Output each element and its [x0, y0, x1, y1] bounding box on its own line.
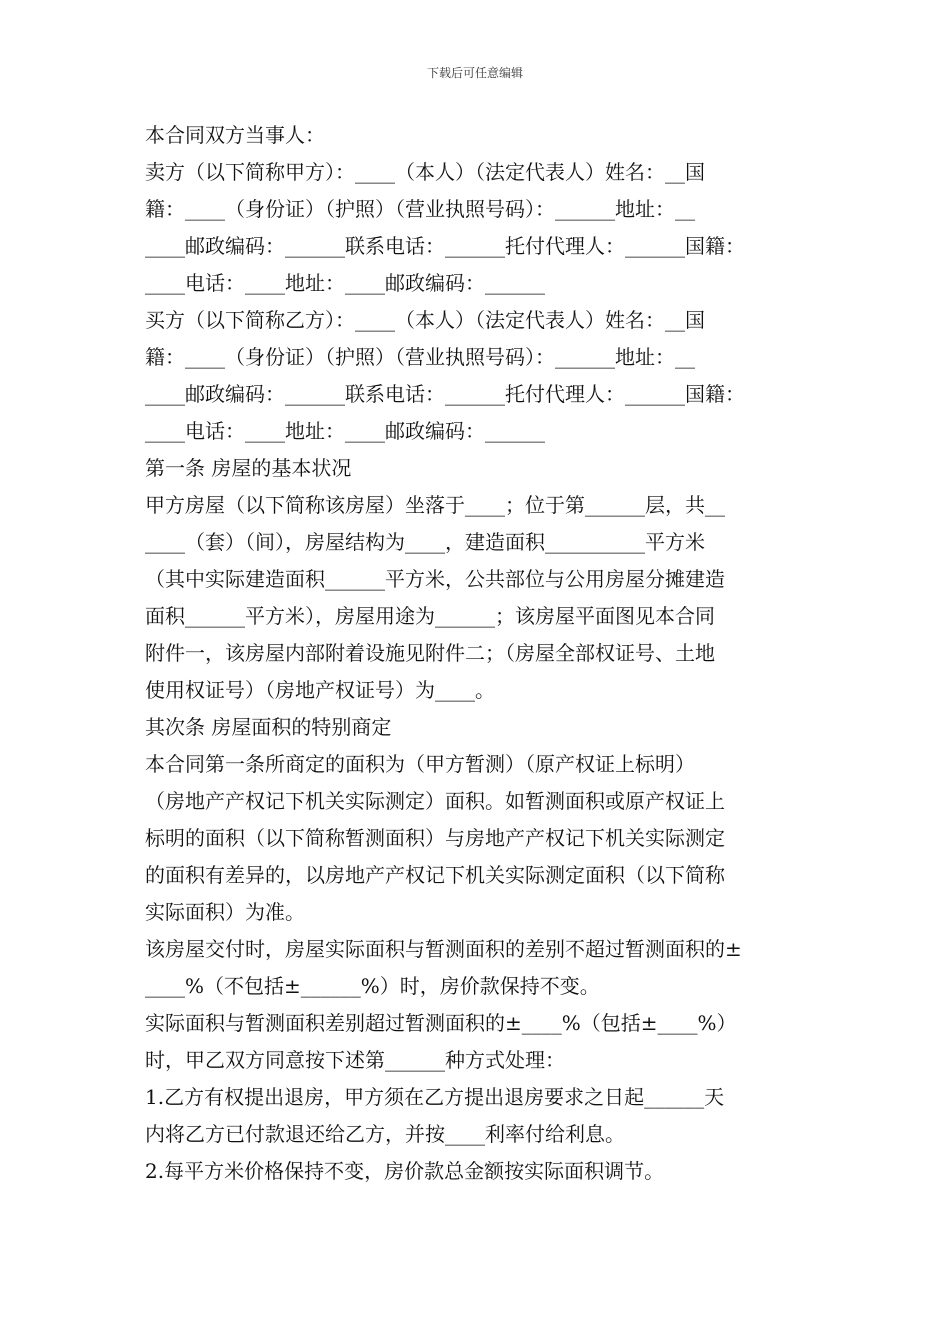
text-line: ____电话：____地址：____邮政编码：______ — [145, 419, 545, 443]
text-line: 面积______平方米），房屋用途为______；该房屋平面图见本合同 — [145, 604, 715, 628]
text-line: 籍：____（身份证）（护照）（营业执照号码）：______地址：__ — [145, 345, 695, 369]
text-line: 甲方房屋（以下简称该房屋）坐落于____；位于第______层，共__ — [145, 493, 725, 517]
text-line: 使用权证号）（房地产权证号）为____。 — [145, 678, 495, 702]
text-line: （其中实际建造面积______平方米，公共部位与公用房屋分摊建造 — [145, 567, 725, 591]
text-line: 的面积有差异的，以房地产产权记下机关实际测定面积（以下简称 — [145, 863, 725, 887]
text-line: ____邮政编码：______联系电话：______托付代理人：______国籍： — [145, 234, 745, 258]
text-line: 1.乙方有权提出退房，甲方须在乙方提出退房要求之日起______天 — [145, 1085, 725, 1109]
text-line: 时，甲乙双方同意按下述第______种方式处理： — [145, 1048, 565, 1072]
text-line: 籍：____（身份证）（护照）（营业执照号码）：______地址：__ — [145, 197, 695, 221]
text-line: 本合同第一条所商定的面积为（甲方暂测）（原产权证上标明） — [145, 752, 695, 776]
text-line: ____（套）（间），房屋结构为____，建造面积__________平方米 — [145, 530, 705, 554]
text-line: 买方（以下简称乙方）：____（本人）（法定代表人）姓名：__国 — [145, 308, 705, 332]
section-heading: 第一条 房屋的基本状况 — [145, 456, 352, 480]
text-line: 标明的面积（以下简称暂测面积）与房地产产权记下机关实际测定 — [145, 826, 725, 850]
text-line: （房地产产权记下机关实际测定）面积。如暂测面积或原产权证上 — [145, 789, 725, 813]
contract-body — [145, 117, 815, 1190]
text-line: 实际面积）为准。 — [145, 900, 305, 924]
text-line: ____邮政编码：______联系电话：______托付代理人：______国籍： — [145, 382, 745, 406]
text-line: 该房屋交付时，房屋实际面积与暂测面积的差别不超过暂测面积的± — [145, 937, 742, 961]
text-line: 卖方（以下简称甲方）：____（本人）（法定代表人）姓名：__国 — [145, 160, 705, 184]
text-line: 本合同双方当事人： — [145, 123, 325, 147]
text-line: 内将乙方已付款退还给乙方，并按____利率付给利息。 — [145, 1122, 625, 1146]
section-heading: 其次条 房屋面积的特别商定 — [145, 715, 392, 739]
text-line: 实际面积与暂测面积差别超过暂测面积的±____%（包括±____%） — [145, 1011, 737, 1035]
text-line: ____%（不包括±______%）时，房价款保持不变。 — [145, 974, 600, 998]
text-line: ____电话：____地址：____邮政编码：______ — [145, 271, 545, 295]
text-line: 2.每平方米价格保持不变，房价款总金额按实际面积调节。 — [145, 1159, 665, 1183]
header-note: 下载后可任意编辑 — [426, 66, 523, 80]
text-line: 附件一，该房屋内部附着设施见附件二；（房屋全部权证号、土地 — [145, 641, 715, 665]
